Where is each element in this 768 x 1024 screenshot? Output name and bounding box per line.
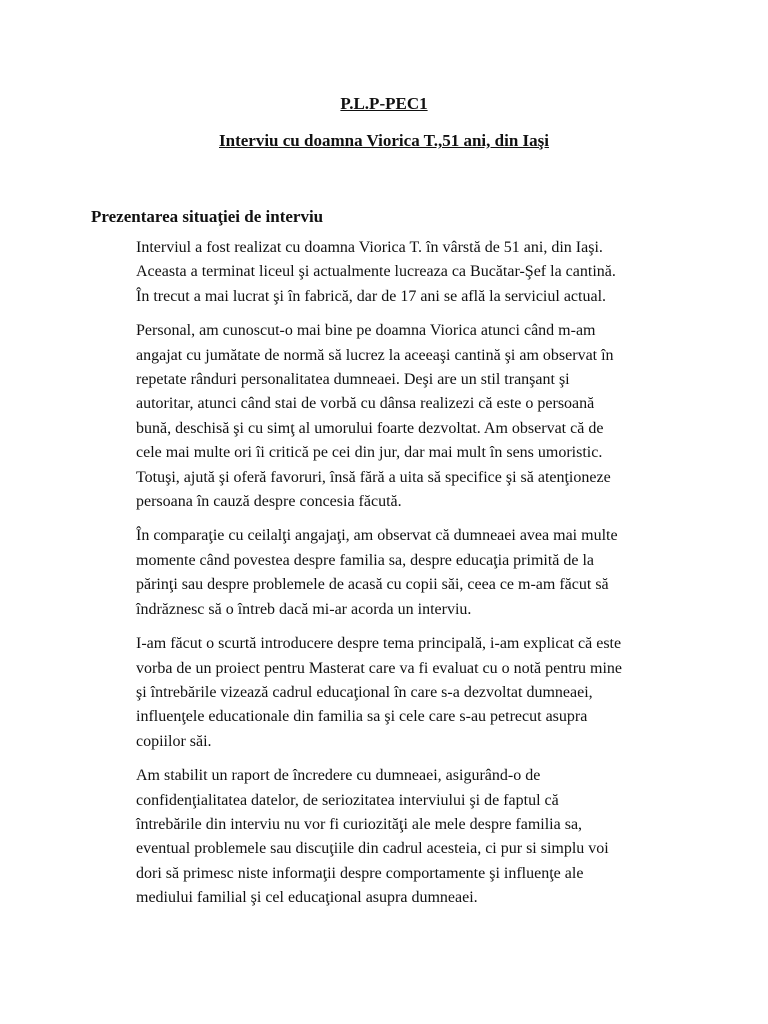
text-line: momente când povestea despre familia sa, despre educaţia primită de la [136,551,595,569]
text-line: autoritar, atunci când stai de vorbă cu dânsa realizezi că este o persoană [136,395,595,413]
text-line: repetate rânduri personalitatea dumneaei. Deşi are un stil tranşant şi [136,371,570,389]
text-line: Totuşi, ajută şi oferă favoruri, însă fără a uita să specifice şi să atenţioneze [136,468,611,486]
text-line: Personal, am cunoscut-o mai bine pe doamna Viorica atunci când m-am [136,322,596,340]
paragraph [136,632,676,754]
text-line: mediului familial şi cel educaţional asupra dumneaei. [136,889,478,907]
text-line: copiilor săi. [136,732,212,750]
text-line: vorba de un proiect pentru Masterat care va fi evaluat cu o notă pentru mine [136,659,623,677]
paragraph [136,524,676,622]
text-line: I-am făcut o scurtă introducere despre tema principală, i-am explicat că este [136,635,622,653]
text-line: eventual problemele sau discuţiile din cadrul acesteia, ci pur si simplu voi [136,840,609,858]
text-line: bună, deschisă şi cu simţ al umorului foarte dezvoltat. Am observat că de [136,419,604,437]
section-heading: Prezentarea situaţiei de interviu [91,207,324,226]
text-line: În trecut a mai lucrat şi în fabrică, dar de 17 ani se află la serviciul actual. [136,287,607,305]
text-line: îndrăznesc să o întreb dacă mi-ar acorda un interviu. [136,600,472,618]
text-line: Aceasta a terminat liceul şi actualmente lucreaza ca Bucătar-Şef la cantină. [136,263,616,281]
text-line: dori să primesc niste informaţii despre comportamente şi influenţe ale [136,864,584,882]
document-subtitle: Interviu cu doamna Viorica T.,51 ani, din Iaşi [219,131,549,150]
text-line: Interviul a fost realizat cu doamna Viorica T. în vârstă de 51 ani, din Iaşi. [136,239,603,256]
text-line: persoana în cauză despre concesia făcută. [136,493,402,511]
text-line: şi întrebările vizează cadrul educaţional în care s-a dezvoltat dumneaei, [136,683,593,701]
text-line: angajat cu jumătate de normă să lucrez la aceeaşi cantină şi am observat în [136,346,614,364]
text-line: părinţi sau despre problemele de acasă cu copii săi, ceea ce m-am făcut să [136,576,609,594]
text-line: Am stabilit un raport de încredere cu dumneaei, asigurând-o de [136,767,541,785]
document-body [136,236,676,921]
text-line: În comparaţie cu ceilalţi angajaţi, am observat că dumneaei avea mai multe [136,527,618,545]
document-title: P.L.P-PEC1 [340,94,428,113]
paragraph [136,236,676,309]
text-line: confidenţialitatea datelor, de seriozitatea interviului şi de faptul că [136,791,559,809]
paragraph [136,319,676,514]
paragraph [136,764,676,910]
text-line: influenţele educationale din familia sa şi cele care s-au petrecut asupra [136,708,588,726]
text-line: întrebările din interviu nu vor fi curiozităţi ale mele despre familia sa, [136,815,583,833]
text-line: cele mai multe ori îi critică pe cei din jur, dar mai mult în sens umoristic. [136,444,603,462]
